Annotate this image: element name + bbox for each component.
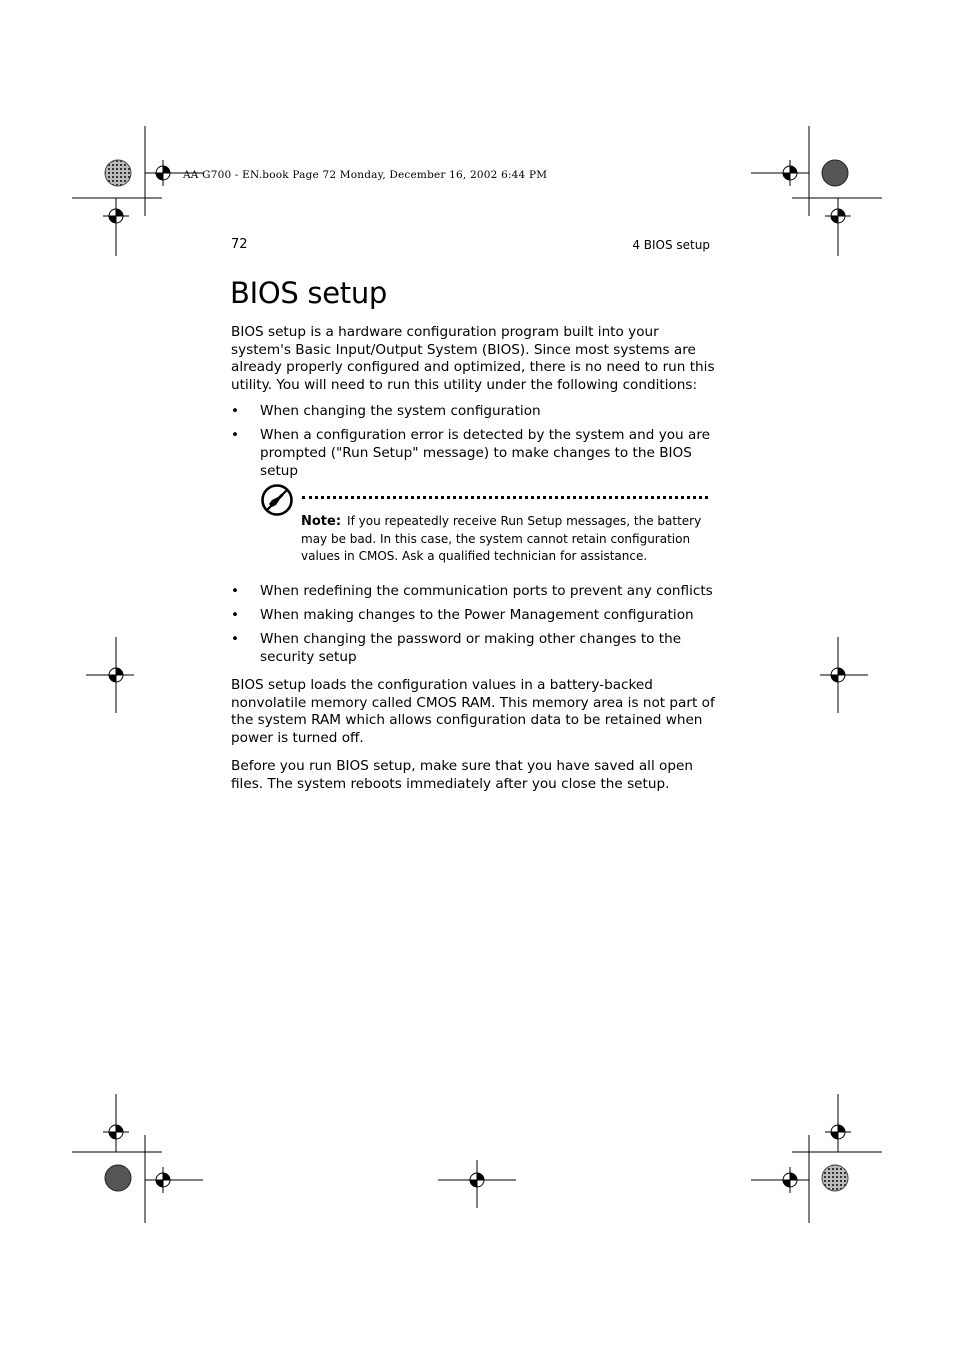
registration-mark: [464, 1167, 490, 1193]
list-item-text: When changing the system configuration: [260, 403, 541, 419]
gray-circle-mark: [822, 160, 848, 186]
registration-mark: [150, 1167, 176, 1193]
body-paragraph: Before you run BIOS setup, make sure that you have saved all open files. The system reboots immediately after you close the setup.: [231, 758, 693, 792]
registration-mark: [825, 662, 851, 688]
bullet-symbol: •: [231, 631, 240, 647]
list-item-text: When making changes to the Power Management configuration: [260, 607, 694, 623]
registration-mark: [825, 203, 851, 229]
registration-mark: [777, 1167, 803, 1193]
printer-header: AA G700 - EN.book Page 72 Monday, December 16, 2002 6:44 PM: [183, 169, 548, 181]
list-item: [231, 606, 717, 624]
list-item-text: When changing the password or making other changes to the security setup: [260, 631, 682, 665]
list-item: [231, 402, 717, 420]
list-item: [231, 426, 717, 480]
registration-mark: [777, 160, 803, 186]
list-item-text: When redefining the communication ports to prevent any conflicts: [260, 583, 713, 599]
bullet-symbol: •: [231, 403, 240, 419]
intro-paragraph: BIOS setup is a hardware configuration program built into your system's Basic Input/Output System (BIOS). Since most systems are already properly configured and optimized, there is no need to run this utility. You will need to run this utility under the following conditions:: [231, 324, 715, 394]
page-number: 72: [231, 237, 248, 252]
note-icon: [260, 483, 294, 517]
registration-mark: [825, 1119, 851, 1145]
registration-mark: [103, 662, 129, 688]
list-item: [231, 582, 717, 600]
running-head: 4 BIOS setup: [632, 238, 710, 252]
registration-mark: [103, 203, 129, 229]
list-item-text: When a configuration error is detected by the system and you are prompted ("Run Setup" message) to make changes to the BIOS setup: [260, 427, 710, 479]
note-divider: [302, 496, 708, 499]
bullet-symbol: •: [231, 583, 240, 599]
note-block: [301, 513, 713, 564]
registration-mark: [150, 160, 176, 186]
gray-circle-mark: [105, 1165, 131, 1191]
color-wheel-mark: [105, 160, 131, 186]
list-item: [231, 630, 717, 666]
note-label: Note:: [301, 514, 342, 529]
bullet-symbol: •: [231, 607, 240, 623]
note-text: If you repeatedly receive Run Setup messages, the battery may be bad. In this case, the system cannot retain configuration values in CMOS. Ask a qualified technician for assistance.: [301, 514, 702, 563]
page-title: BIOS setup: [230, 276, 388, 310]
body-paragraph: BIOS setup loads the configuration values in a battery-backed nonvolatile memory called CMOS RAM. This memory area is not part of the system RAM which allows configuration data to be retained when power is turned off.: [231, 677, 715, 747]
bullet-symbol: •: [231, 427, 240, 443]
color-wheel-mark: [822, 1165, 848, 1191]
registration-mark: [103, 1119, 129, 1145]
